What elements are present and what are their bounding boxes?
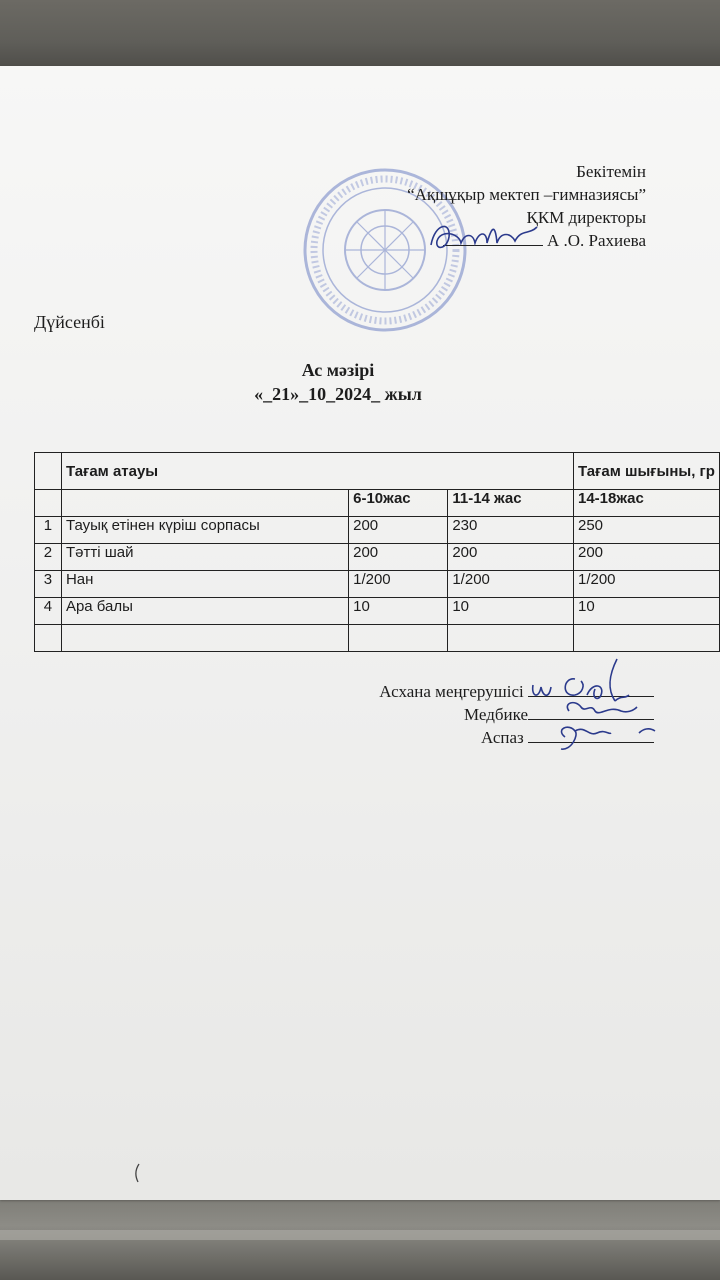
portion-6-10: 10	[349, 598, 448, 625]
dish-name: Тәтті шай	[61, 544, 348, 571]
portion-11-14: 1/200	[448, 571, 574, 598]
portion-11-14: 230	[448, 517, 574, 544]
portion-6-10: 1/200	[349, 571, 448, 598]
portion-14-18: 250	[573, 517, 719, 544]
menu-heading	[0, 358, 676, 406]
header-consumption: Тағам шығыны, гр	[573, 453, 719, 490]
director-signature	[425, 215, 545, 260]
portion-14-18: 1/200	[573, 571, 719, 598]
dish-name: Нан	[61, 571, 348, 598]
nurse-label: Медбике	[464, 705, 528, 724]
header-number	[35, 453, 62, 490]
age-blank-1	[35, 490, 62, 517]
age-group-row	[35, 490, 720, 517]
empty-cell	[349, 625, 448, 652]
age-blank-2	[61, 490, 348, 517]
table-row	[35, 544, 720, 571]
header-dish-name: Тағам атауы	[61, 453, 573, 490]
canteen-head-label: Асхана меңгерушісі	[379, 682, 524, 701]
row-number: 4	[35, 598, 62, 625]
table-row	[35, 598, 720, 625]
menu-date: «_21»_10_2024_ жыл	[254, 384, 422, 404]
pen-mark	[133, 1162, 141, 1184]
age-group: 11-14 жас	[448, 490, 574, 517]
background-top	[0, 0, 720, 70]
empty-cell	[573, 625, 719, 652]
row-number: 2	[35, 544, 62, 571]
empty-cell	[61, 625, 348, 652]
portion-6-10: 200	[349, 517, 448, 544]
menu-title: Ас мәзірі	[301, 360, 375, 380]
school-name: “Ақшұқыр мектеп –гимназиясы”	[407, 185, 646, 204]
table-row	[35, 571, 720, 598]
row-number: 3	[35, 571, 62, 598]
row-number: 1	[35, 517, 62, 544]
director-name: А .О. Рахиева	[546, 231, 646, 250]
table-row-empty	[35, 625, 720, 652]
portion-6-10: 200	[349, 544, 448, 571]
dish-name: Тауық етінен күріш сорпасы	[61, 517, 348, 544]
portion-14-18: 200	[573, 544, 719, 571]
table-row	[35, 517, 720, 544]
dish-name: Ара балы	[61, 598, 348, 625]
table-edge	[0, 1230, 720, 1240]
empty-cell	[448, 625, 574, 652]
age-group: 6-10жас	[349, 490, 448, 517]
table-header-row	[35, 453, 720, 490]
menu-table	[34, 452, 720, 652]
cook-label: Аспаз	[480, 728, 524, 747]
portion-11-14: 10	[448, 598, 574, 625]
empty-cell	[35, 625, 62, 652]
approval-heading: Бекітемін	[576, 162, 646, 181]
background-bottom	[0, 1190, 720, 1280]
weekday: Дүйсенбі	[34, 312, 105, 332]
director-title: ҚКМ директоры	[526, 208, 646, 227]
staff-signatures	[525, 655, 665, 755]
portion-14-18: 10	[573, 598, 719, 625]
age-group: 14-18жас	[573, 490, 719, 517]
portion-11-14: 200	[448, 544, 574, 571]
